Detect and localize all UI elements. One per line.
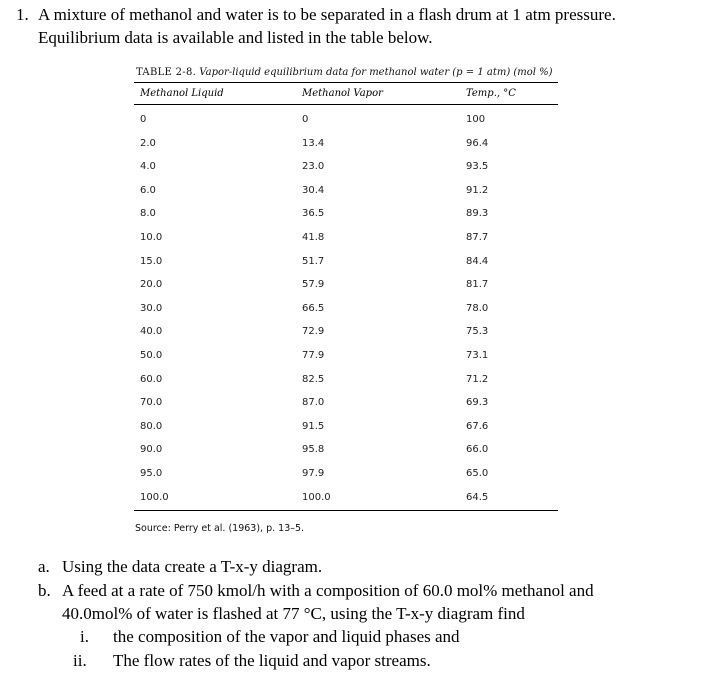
table-caption-label: TABLE 2-8. [136, 67, 197, 78]
methanol-vapor-cell: 57.9 [302, 279, 325, 291]
question-number: 1. [16, 5, 29, 24]
methanol-liquid-cell: 95.0 [140, 467, 163, 479]
temperature-cell: 66.0 [466, 444, 489, 456]
table-source-note: Source: Perry et al. (1963), p. 13–5. [135, 523, 305, 534]
methanol-vapor-cell: 91.5 [302, 420, 325, 432]
table-row [134, 344, 558, 368]
methanol-vapor-cell: 0 [302, 114, 309, 125]
table-row [134, 132, 558, 156]
part-b-i-label: i. [80, 627, 89, 646]
temperature-cell: 96.4 [466, 137, 489, 149]
table-header-row [134, 83, 558, 105]
methanol-liquid-cell: 60.0 [140, 373, 163, 385]
temperature-cell: 69.3 [466, 397, 489, 409]
table-caption-text: Vapor-liquid equilibrium data for methanol water (p = 1 atm) (mol %) [199, 67, 553, 78]
temperature-cell: 67.6 [466, 420, 489, 432]
temperature-cell: 78.0 [466, 302, 489, 314]
part-b-text-line1: A feed at a rate of 750 kmol/h with a composition of 60.0 mol% methanol and [62, 581, 594, 600]
methanol-vapor-cell: 82.5 [302, 373, 325, 385]
methanol-liquid-cell: 100.0 [140, 491, 169, 503]
methanol-vapor-cell: 23.0 [302, 161, 325, 173]
methanol-vapor-cell: 30.4 [302, 184, 325, 196]
table-caption [134, 66, 558, 83]
table-row [134, 179, 558, 203]
table-row [134, 297, 558, 321]
methanol-liquid-cell: 8.0 [140, 208, 156, 220]
temperature-cell: 64.5 [466, 491, 489, 503]
part-b-ii-text: The flow rates of the liquid and vapor streams. [113, 651, 431, 670]
methanol-vapor-cell: 13.4 [302, 137, 325, 149]
methanol-liquid-cell: 6.0 [140, 184, 156, 196]
table-body [134, 105, 558, 509]
temperature-cell: 87.7 [466, 231, 489, 243]
methanol-liquid-cell: 50.0 [140, 349, 163, 361]
methanol-vapor-cell: 51.7 [302, 255, 325, 267]
methanol-liquid-cell: 4.0 [140, 161, 156, 173]
temperature-cell: 84.4 [466, 255, 489, 267]
header-methanol-vapor: Methanol Vapor [302, 88, 383, 99]
methanol-liquid-cell: 2.0 [140, 137, 156, 149]
table-row [134, 320, 558, 344]
part-a-label: a. [38, 557, 50, 576]
part-b-i-text: the composition of the vapor and liquid phases and [113, 627, 460, 646]
temperature-cell: 75.3 [466, 326, 489, 338]
table-row [134, 391, 558, 415]
methanol-vapor-cell: 72.9 [302, 326, 325, 338]
methanol-liquid-cell: 10.0 [140, 231, 163, 243]
table-row [134, 155, 558, 179]
methanol-liquid-cell: 40.0 [140, 326, 163, 338]
table-row [134, 226, 558, 250]
methanol-liquid-cell: 80.0 [140, 420, 163, 432]
part-a-text: Using the data create a T-x-y diagram. [62, 557, 323, 576]
table-row [134, 250, 558, 274]
methanol-vapor-cell: 66.5 [302, 302, 325, 314]
temperature-cell: 91.2 [466, 184, 489, 196]
methanol-vapor-cell: 100.0 [302, 491, 331, 503]
methanol-vapor-cell: 87.0 [302, 397, 325, 409]
temperature-cell: 65.0 [466, 467, 489, 479]
table-row [134, 438, 558, 462]
question-text-line2: Equilibrium data is available and listed in the table below. [38, 28, 433, 47]
methanol-liquid-cell: 30.0 [140, 302, 163, 314]
methanol-liquid-cell: 0 [140, 114, 147, 125]
table-row [134, 415, 558, 439]
temperature-cell: 89.3 [466, 208, 489, 220]
question-text-line1: A mixture of methanol and water is to be separated in a flash drum at 1 atm pressure. [38, 5, 616, 24]
table-row [134, 462, 558, 486]
part-b-ii-label: ii. [73, 651, 87, 670]
methanol-vapor-cell: 77.9 [302, 349, 325, 361]
temperature-cell: 71.2 [466, 373, 489, 385]
methanol-liquid-cell: 20.0 [140, 279, 163, 291]
table-bottom-rule [134, 510, 558, 511]
methanol-liquid-cell: 70.0 [140, 397, 163, 409]
table-row [134, 202, 558, 226]
methanol-liquid-cell: 15.0 [140, 255, 163, 267]
table-row [134, 486, 558, 510]
methanol-vapor-cell: 95.8 [302, 444, 325, 456]
vle-data-table [134, 66, 558, 511]
part-b-label: b. [38, 581, 51, 600]
temperature-cell: 100 [466, 114, 486, 125]
methanol-vapor-cell: 41.8 [302, 231, 325, 243]
table-row [134, 273, 558, 297]
temperature-cell: 93.5 [466, 161, 489, 173]
temperature-cell: 73.1 [466, 349, 489, 361]
methanol-vapor-cell: 97.9 [302, 467, 325, 479]
methanol-vapor-cell: 36.5 [302, 208, 325, 220]
part-b-text-line2: 40.0mol% of water is flashed at 77 °C, using the T-x-y diagram find [62, 604, 525, 623]
table-row [134, 368, 558, 392]
header-methanol-liquid: Methanol Liquid [140, 88, 224, 99]
header-temperature: Temp., °C [466, 88, 516, 99]
methanol-liquid-cell: 90.0 [140, 444, 163, 456]
temperature-cell: 81.7 [466, 279, 489, 291]
table-row [134, 108, 558, 132]
